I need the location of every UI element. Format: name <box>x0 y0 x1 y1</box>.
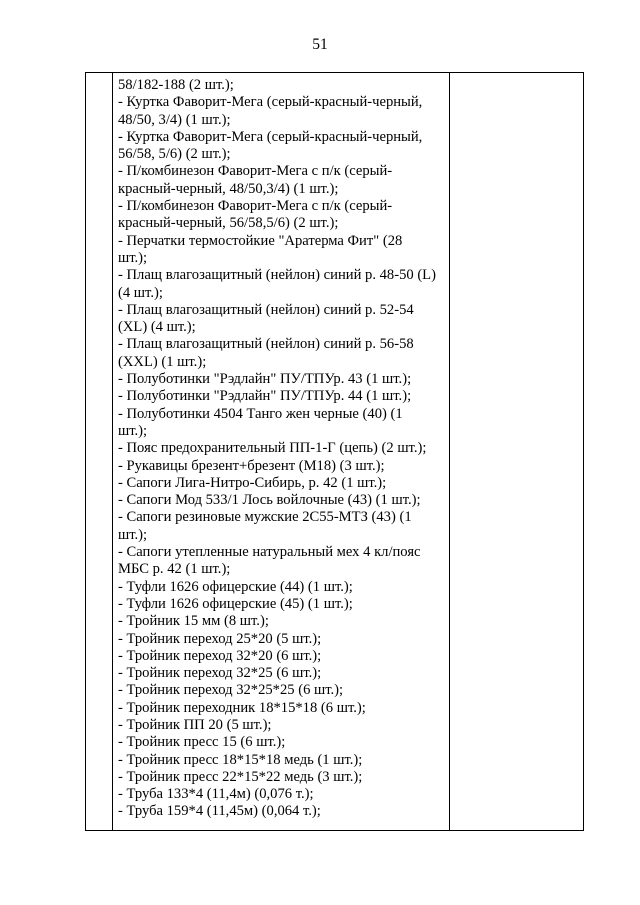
list-item-line: - П/комбинезон Фаворит-Мега с п/к (серый- <box>118 198 393 215</box>
list-item-line: - Тройник пресс 18*15*18 медь (1 шт.); <box>118 751 363 768</box>
list-item-line: МБС р. 42 (1 шт.); <box>118 561 231 578</box>
list-item-line: - Тройник пресс 22*15*22 медь (3 шт.); <box>118 768 363 785</box>
column-divider-right <box>449 73 450 830</box>
list-item-line: - Полуботинки "Рэдлайн" ПУ/ТПУр. 44 (1 шт.); <box>118 388 412 405</box>
list-item-line: - П/комбинезон Фаворит-Мега с п/к (серый- <box>118 163 393 180</box>
list-item-line: шт.); <box>118 526 148 543</box>
list-item-line: - Пояс предохранительный ПП-1-Г (цепь) (2 шт.); <box>118 440 427 457</box>
list-item-line: - Куртка Фаворит-Мега (серый-красный-черный, <box>118 128 423 145</box>
list-item-line: - Полуботинки "Рэдлайн" ПУ/ТПУр. 43 (1 шт.); <box>118 371 412 388</box>
list-item-line: - Туфли 1626 офицерские (44) (1 шт.); <box>118 578 353 595</box>
list-item-line: - Куртка Фаворит-Мега (серый-красный-черный, <box>118 94 423 111</box>
list-item-line: - Сапоги Лига-Нитро-Сибирь, р. 42 (1 шт.); <box>118 474 387 491</box>
list-item-line: - Труба 159*4 (11,45м) (0,064 т.); <box>118 803 321 820</box>
list-item-line: - Тройник переход 32*20 (6 шт.); <box>118 647 322 664</box>
item-list-cell <box>118 77 448 821</box>
list-item-line: (XXL) (1 шт.); <box>118 353 207 370</box>
list-item-line: красный-черный, 48/50,3/4) (1 шт.); <box>118 180 339 197</box>
list-item-line: 56/58, 5/6) (2 шт.); <box>118 146 231 163</box>
list-item-line: - Тройник переход 32*25 (6 шт.); <box>118 665 322 682</box>
list-item-line: - Тройник ПП 20 (5 шт.); <box>118 716 272 733</box>
list-item-line: - Сапоги резиновые мужские 2С55-МТЗ (43) (1 <box>118 509 412 526</box>
list-item-line: - Рукавицы брезент+брезент (М18) (3 шт.); <box>118 457 385 474</box>
list-item-line: шт.); <box>118 249 148 266</box>
list-item-line: 48/50, 3/4) (1 шт.); <box>118 111 231 128</box>
list-item-line: - Сапоги утепленные натуральный мех 4 кл/пояс <box>118 544 421 561</box>
list-item-line: шт.); <box>118 422 148 439</box>
column-divider-left <box>112 73 113 830</box>
list-item-line: - Сапоги Мод 533/1 Лось войлочные (43) (1 шт.); <box>118 492 421 509</box>
list-item-line: - Плащ влагозащитный (нейлон) синий р. 52-54 <box>118 301 414 318</box>
list-item-line: - Тройник переходник 18*15*18 (6 шт.); <box>118 699 366 716</box>
list-item-line: - Перчатки термостойкие "Аратерма Фит" (28 <box>118 232 403 249</box>
list-item-line: - Труба 133*4 (11,4м) (0,076 т.); <box>118 786 314 803</box>
list-item-line: - Тройник переход 25*20 (5 шт.); <box>118 630 322 647</box>
list-item-line: - Туфли 1626 офицерские (45) (1 шт.); <box>118 595 353 612</box>
list-item-line: - Тройник пресс 15 (6 шт.); <box>118 734 286 751</box>
list-item-line: - Тройник переход 32*25*25 (6 шт.); <box>118 682 344 699</box>
list-item-line: - Полуботинки 4504 Танго жен черные (40) (1 <box>118 405 403 422</box>
list-item-line: - Плащ влагозащитный (нейлон) синий р. 48-50 (L) <box>118 267 436 284</box>
list-item-line: - Тройник 15 мм (8 шт.); <box>118 613 269 630</box>
document-table <box>85 72 584 831</box>
page-number: 51 <box>312 36 328 53</box>
list-item-line: 58/182-188 (2 шт.); <box>118 77 234 93</box>
list-item-line: - Плащ влагозащитный (нейлон) синий р. 56-58 <box>118 336 414 353</box>
list-item-line: (4 шт.); <box>118 284 163 301</box>
list-item-line: (XL) (4 шт.); <box>118 319 196 336</box>
list-item-line: красный-черный, 56/58,5/6) (2 шт.); <box>118 215 339 232</box>
